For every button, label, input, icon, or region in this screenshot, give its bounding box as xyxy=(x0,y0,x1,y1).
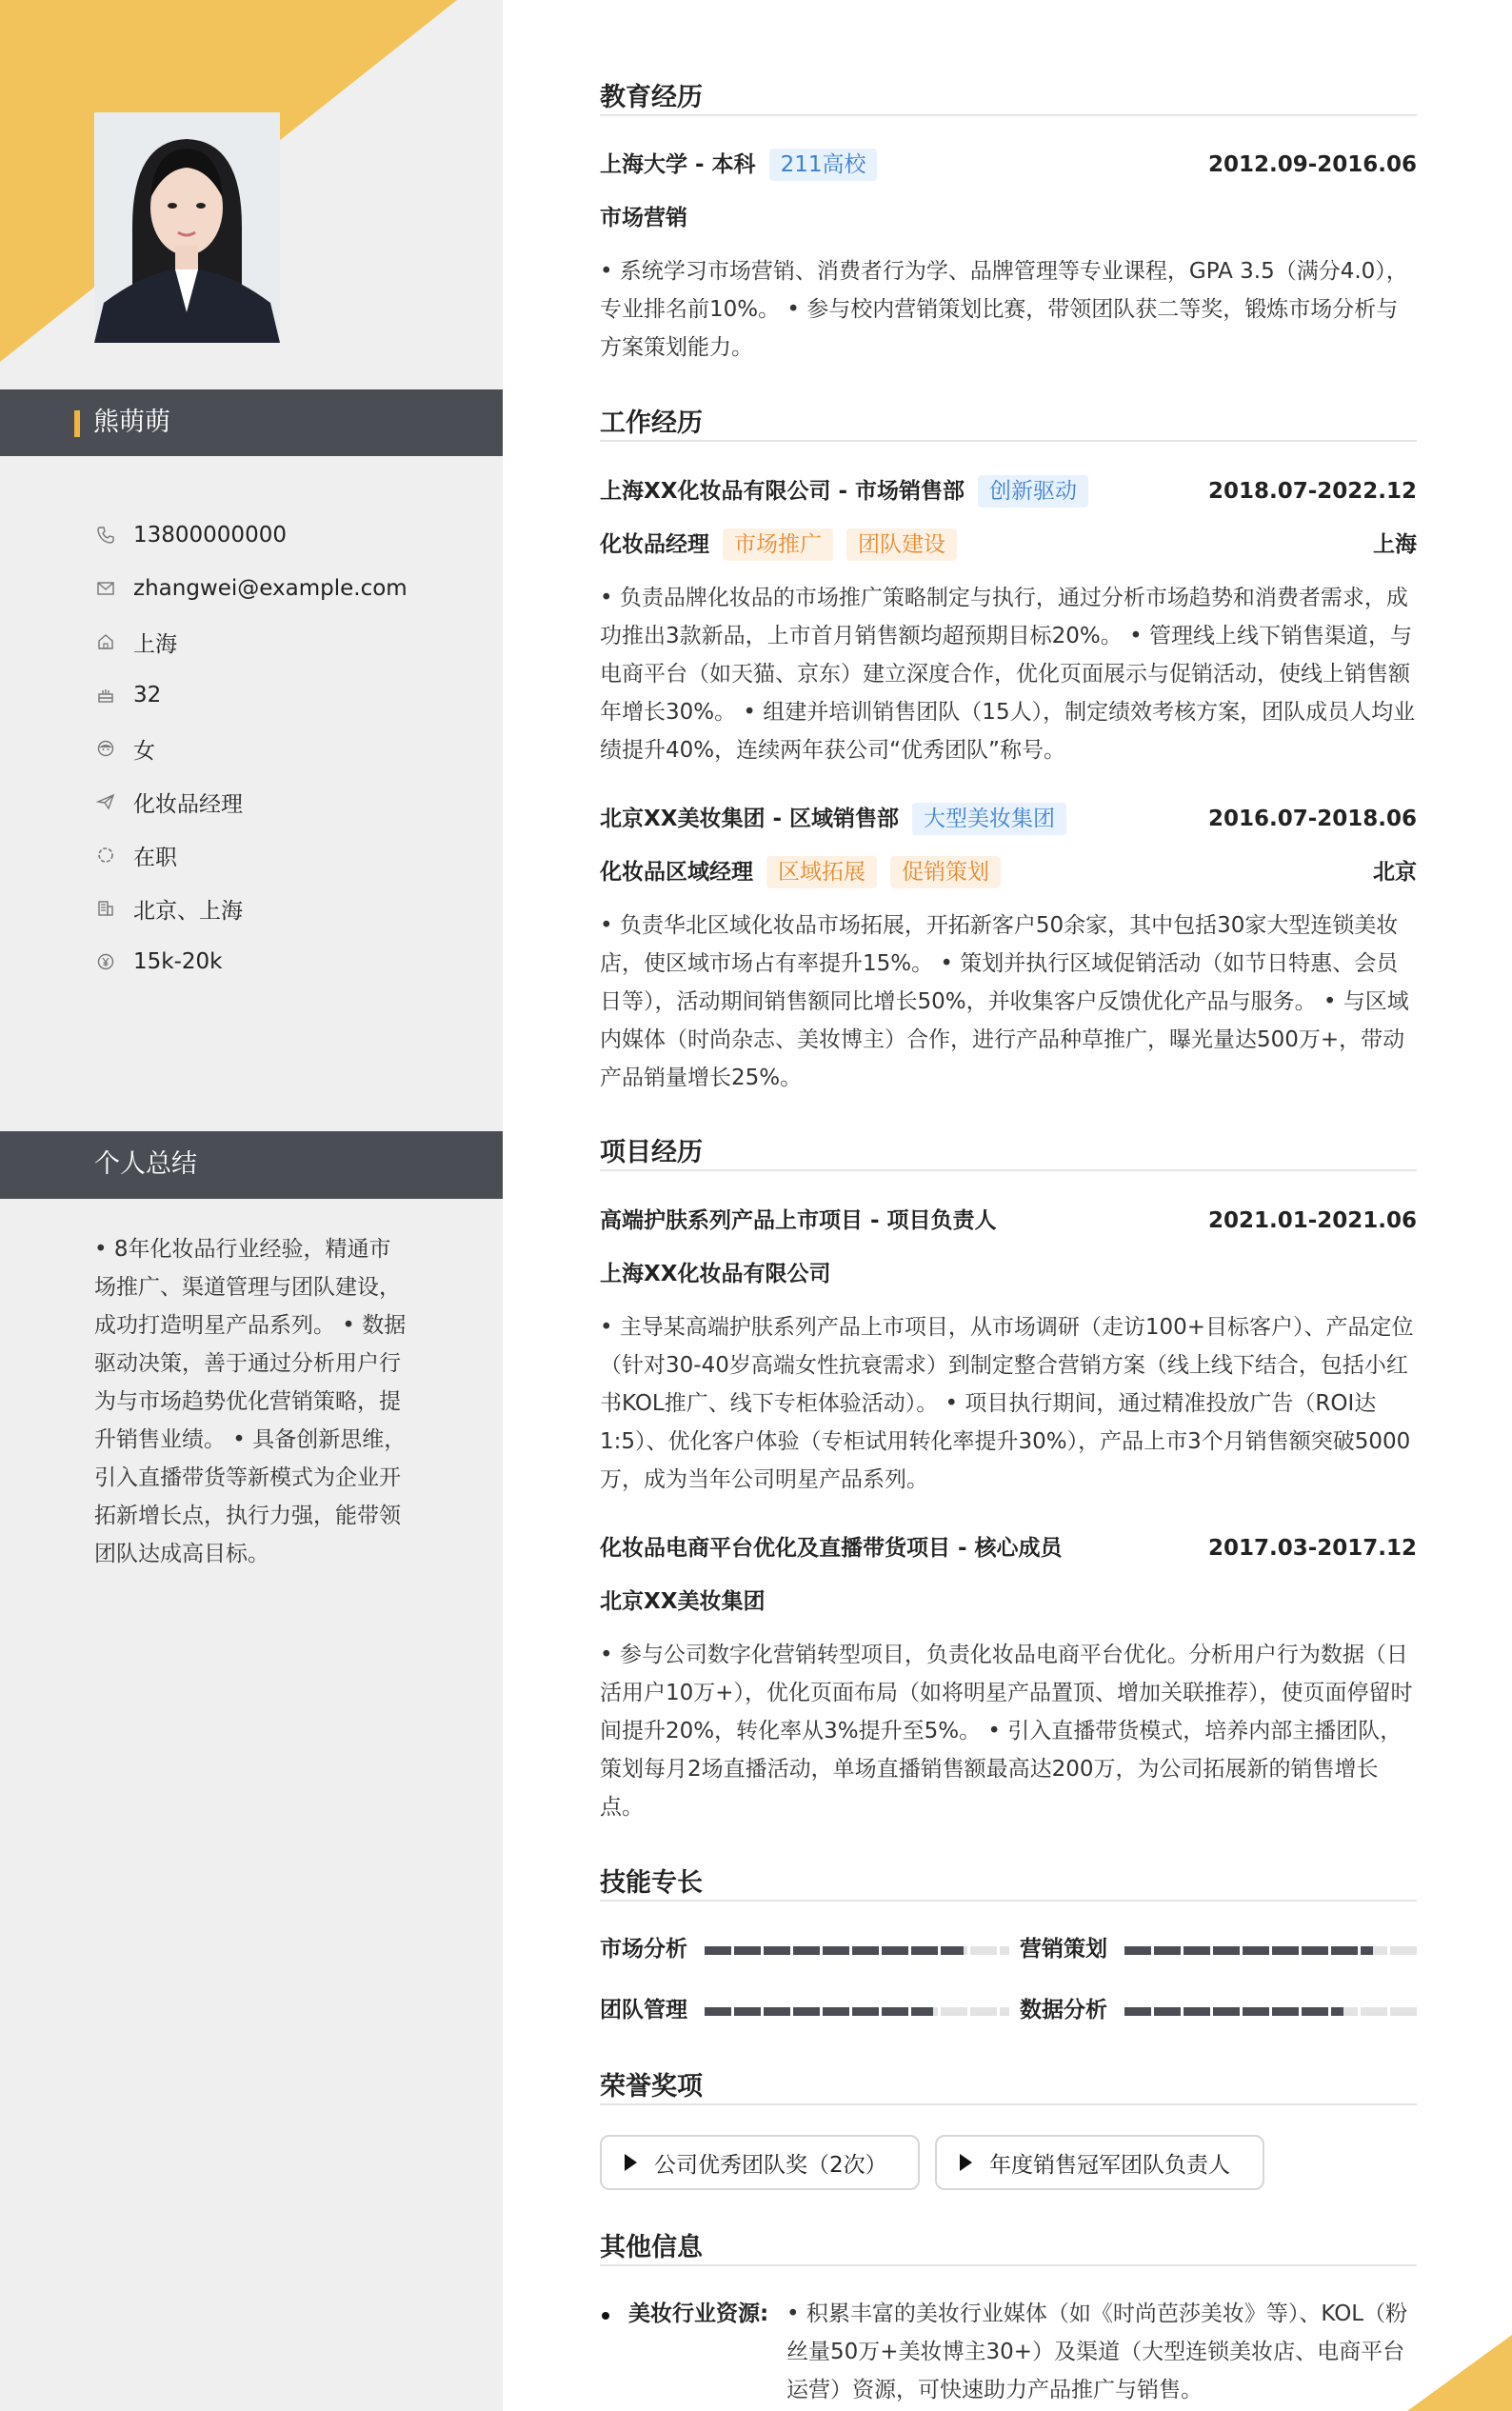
skill-bar xyxy=(705,2007,1009,2016)
other-info-label: 美妆行业资源: xyxy=(628,2301,769,2326)
project-date: 2017.03-2017.12 xyxy=(1207,1536,1417,1561)
skill-bar-fill xyxy=(1124,2007,1343,2016)
school-tag: 211高校 xyxy=(769,149,878,181)
sidebar xyxy=(0,0,503,2411)
role-tag: 区域拓展 xyxy=(766,856,877,888)
contact-value: 上海 xyxy=(133,631,177,657)
role-tag: 促销策划 xyxy=(890,856,1001,888)
skill-item xyxy=(1020,1930,1429,1968)
award-label: 公司优秀团队奖（2次） xyxy=(654,2152,887,2178)
name-accent xyxy=(74,410,80,437)
company-name: 北京XX美妆集团 - 区域销售部 xyxy=(600,807,900,831)
project-description: • 主导某高端护肤系列产品上市项目，从市场调研（走访100+目标客户）、产品定位（针对30-40岁高端女性抗衰需求）到制定整合营销方案（线上线下结合，包括小红书KOL推广、线下专柜体验活动）。 • 项目执行期间，通过精准投放广告（ROI达1:5）、优化客户体验（专柜试用转化率提升30%），产品上市3个月销售额突破5000万，成为当年公司明星产品系列。 xyxy=(600,1315,1414,1492)
award-badge xyxy=(600,2135,920,2190)
section-divider xyxy=(600,1900,1417,1902)
play-triangle-icon xyxy=(960,2154,972,2171)
work-date: 2018.07-2022.12 xyxy=(1207,479,1417,504)
project-name: 化妆品电商平台优化及直播带货项目 - 核心成员 xyxy=(600,1536,1063,1561)
role-tag: 市场推广 xyxy=(723,528,833,561)
skill-bar-fill xyxy=(705,2007,933,2016)
project-date: 2021.01-2021.06 xyxy=(1207,1208,1417,1233)
contact-home xyxy=(94,615,475,668)
work-city: 上海 xyxy=(1373,532,1417,557)
project-header xyxy=(600,1529,1417,1567)
education-date: 2012.09-2016.06 xyxy=(1207,152,1417,177)
education-description: • 系统学习市场营销、消费者行为学、品牌管理等专业课程，GPA 3.5（满分4.0），专业排名前10%。 • 参与校内营销策划比赛，带领团队获二等奖，锻炼市场分析与方案策划能力。 xyxy=(600,259,1408,360)
work-role-row xyxy=(600,526,1417,564)
award-label: 年度销售冠军团队负责人 xyxy=(989,2152,1230,2178)
skill-bar xyxy=(1124,2007,1417,2016)
contact-city xyxy=(94,882,475,935)
contact-value: 在职 xyxy=(133,845,177,870)
work-date: 2016.07-2018.06 xyxy=(1207,807,1417,831)
name-bar xyxy=(0,389,503,456)
skill-item xyxy=(600,1991,1009,2029)
project-org: 北京XX美妆集团 xyxy=(600,1589,766,1614)
contact-value: 化妆品经理 xyxy=(133,791,243,817)
skill-name: 市场分析 xyxy=(600,1937,687,1962)
section-title-projects: 项目经历 xyxy=(600,1138,703,1167)
section-divider xyxy=(600,1169,1417,1171)
work-header xyxy=(600,800,1417,838)
section-divider xyxy=(600,2103,1417,2105)
project-org-row xyxy=(600,1583,1417,1621)
project-description: • 参与公司数字化营销转型项目，负责化妆品电商平台优化。分析用户行为数据（日活用户10万+），优化页面布局（如将明星产品置顶、增加关联推荐），使页面停留时间提升20%，转化率从3%提升至5%。 • 引入直播带货模式，培养内部主播团队，策划每月2场直播活动，单场直播销售额最高达200万，为公司拓展新的销售增长点。 xyxy=(600,1643,1413,1820)
contact-position xyxy=(94,775,475,828)
section-title-work: 工作经历 xyxy=(600,408,703,438)
face-icon xyxy=(94,737,117,760)
company-tag: 创新驱动 xyxy=(978,475,1088,508)
bullet-icon xyxy=(602,2312,609,2320)
section-divider xyxy=(600,440,1417,442)
award-badge xyxy=(935,2135,1264,2190)
avatar xyxy=(94,112,280,343)
contact-salary xyxy=(94,935,475,988)
section-title-other: 其他信息 xyxy=(600,2233,703,2262)
company-tag: 大型美妆集团 xyxy=(912,803,1066,835)
contact-list xyxy=(94,508,475,988)
role-name: 化妆品经理 xyxy=(600,532,709,557)
contact-value: 13800000000 xyxy=(133,523,287,548)
role-tag: 团队建设 xyxy=(846,528,957,561)
yen-icon xyxy=(94,950,117,973)
contact-age xyxy=(94,668,475,722)
building-icon xyxy=(94,897,117,920)
work-role-row xyxy=(600,853,1417,891)
skill-bar xyxy=(1124,1946,1417,1955)
work-description: • 负责华北区域化妆品市场拓展，开拓新客户50余家，其中包括30家大型连锁美妆店，使区域市场占有率提升15%。 • 策划并执行区域促销活动（如节日特惠、会员日等），活动期间销售额同比增长50%，并收集客户反馈优化产品与服务。 • 与区域内媒体（时尚杂志、美妆博主）合作，进行产品种草推广，曝光量达500万+，带动产品销量增长25%。 xyxy=(600,913,1409,1090)
skill-name: 团队管理 xyxy=(600,1998,687,2022)
home-icon xyxy=(94,630,117,653)
section-title-education: 教育经历 xyxy=(600,83,703,112)
summary-header xyxy=(0,1131,503,1199)
project-org: 上海XX化妆品有限公司 xyxy=(600,1262,831,1286)
skill-bar-fill xyxy=(705,1946,964,1955)
major-row xyxy=(600,199,1417,237)
company-name: 上海XX化妆品有限公司 - 市场销售部 xyxy=(600,479,965,504)
section-title-skills: 技能专长 xyxy=(600,1868,703,1898)
cake-icon xyxy=(94,684,117,707)
play-triangle-icon xyxy=(625,2154,637,2171)
summary-title: 个人总结 xyxy=(94,1149,197,1179)
section-title-awards: 荣誉奖项 xyxy=(600,2072,703,2102)
work-description: • 负责品牌化妆品的市场推广策略制定与执行，通过分析市场趋势和消费者需求，成功推出3款新品，上市首月销售额均超预期目标20%。 • 管理线上线下销售渠道，与电商平台（如天猫、京东）建立深度合作，优化页面展示与促销活动，使线上销售额年增长30%。 • 组建并培训销售团队（15人），制定绩效考核方案，团队成员人均业绩提升40%，连续两年获公司“优秀团队”称号。 xyxy=(600,586,1416,763)
contact-gender xyxy=(94,722,475,775)
send-icon xyxy=(94,790,117,813)
candidate-name: 熊萌萌 xyxy=(93,408,170,437)
major-name: 市场营销 xyxy=(600,206,687,230)
skill-name: 数据分析 xyxy=(1020,1998,1107,2022)
contact-value: 北京、上海 xyxy=(133,898,243,924)
skill-name: 营销策划 xyxy=(1020,1937,1107,1962)
skill-bar-fill xyxy=(1124,1946,1373,1955)
summary-text: • 8年化妆品行业经验，精通市场推广、渠道管理与团队建设，成功打造明星产品系列。 • 数据驱动决策，善于通过分析用户行为与市场趋势优化营销策略，提升销售业绩。 • 具备创新思维，引入直播带货等新模式为企业开拓新增长点，执行力强，能带领团队达成高目标。 xyxy=(94,1237,407,1566)
phone-icon xyxy=(94,524,117,547)
contact-value: 女 xyxy=(133,738,155,764)
status-icon xyxy=(94,844,117,867)
contact-value: 32 xyxy=(133,683,162,707)
project-org-row xyxy=(600,1255,1417,1293)
project-header xyxy=(600,1202,1417,1240)
contact-status xyxy=(94,828,475,882)
role-name: 化妆品区域经理 xyxy=(600,860,753,885)
contact-email xyxy=(94,562,475,615)
contact-phone xyxy=(94,508,475,562)
education-header xyxy=(600,146,1417,184)
contact-value: zhangwei@example.com xyxy=(133,576,408,601)
section-divider xyxy=(600,114,1417,116)
skill-bar xyxy=(705,1946,1009,1955)
other-info-value: • 积累丰富的美妆行业媒体（如《时尚芭莎美妆》等）、KOL（粉丝量50万+美妆博主30+）及渠道（大型连锁美妆店、电商平台运营）资源，可快速助力产品推广与销售。 xyxy=(786,2301,1408,2402)
work-header xyxy=(600,472,1417,510)
skill-item xyxy=(1020,1991,1429,2029)
project-name: 高端护肤系列产品上市项目 - 项目负责人 xyxy=(600,1208,997,1233)
section-divider xyxy=(600,2264,1417,2266)
school-name: 上海大学 - 本科 xyxy=(600,152,756,177)
mail-icon xyxy=(94,577,117,600)
skill-item xyxy=(600,1930,1009,1968)
work-city: 北京 xyxy=(1373,860,1417,885)
contact-value: 15k-20k xyxy=(133,949,223,974)
decorative-corner xyxy=(1407,2335,1512,2411)
